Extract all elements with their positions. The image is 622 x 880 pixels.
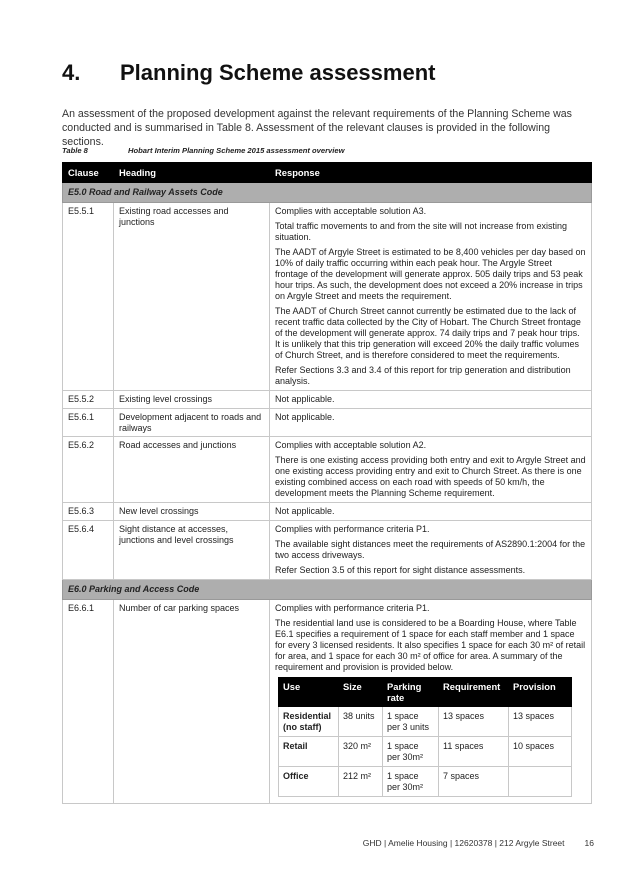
table-row [63, 203, 592, 391]
clause-cell: E5.5.1 [63, 203, 114, 391]
table-row [63, 391, 592, 409]
table-row [63, 503, 592, 521]
parking-requirement: 13 spaces [439, 707, 509, 737]
response-text: Complies with acceptable solution A3. [275, 206, 427, 216]
parking-header-rate: Parking rate [383, 678, 439, 707]
heading-cell: Road accesses and junctions [114, 437, 270, 503]
parking-header-size: Size [339, 678, 383, 707]
section-title-parking-access: E6.0 Parking and Access Code [63, 580, 592, 600]
footer-text: GHD | Amelie Housing | 12620378 | 212 Argyle Street [362, 838, 565, 848]
clause-cell: E5.6.3 [63, 503, 114, 521]
parking-use: Office [279, 767, 339, 797]
table-header-row [63, 163, 592, 183]
table-row [63, 437, 592, 503]
parking-header-row [279, 678, 572, 707]
response-cell [270, 600, 592, 804]
parking-row [279, 767, 572, 797]
parking-use: Retail [279, 737, 339, 767]
parking-provision: 10 spaces [509, 737, 572, 767]
parking-summary-table [278, 677, 572, 797]
response-text: The AADT of Church Street cannot currently be estimated due to the lack of recent traffic data collected by the City of Hobart. The Church Street frontage of the development will generate approx. 74 daily trips and 7 peak hour trips. It is unlikely that this trip generation will exceed 20% the daily traffic volumes of Church Street, and is therefore considered to meet the requirements. [275, 306, 581, 360]
response-text: Not applicable. [275, 412, 335, 422]
parking-provision: 13 spaces [509, 707, 572, 737]
response-text: Complies with performance criteria P1. [275, 603, 430, 613]
header-clause: Clause [63, 163, 114, 183]
response-text: Total traffic movements to and from the site will not increase from existing situation. [275, 221, 567, 242]
table-row [63, 600, 592, 804]
response-text: Refer Section 3.5 of this report for sight distance assessments. [275, 565, 526, 575]
response-text: The AADT of Argyle Street is estimated to be 8,400 vehicles per day based on 10% of daily traffic occurring within each peak hour. The Argyle Street frontage of the development will generate approx. 505 daily trips and 53 peak hour trips. As such, the development does not exceed a 20% increase in trips on Argyle Street and meets the requirement. [275, 247, 586, 301]
parking-use: Residential (no staff) [279, 707, 339, 737]
header-heading: Heading [114, 163, 270, 183]
parking-rate: 1 space per 3 units [383, 707, 439, 737]
parking-header-provision: Provision [509, 678, 572, 707]
section-number: 4. [62, 60, 81, 85]
response-text: Not applicable. [275, 394, 335, 404]
response-text: The available sight distances meet the requirements of AS2890.1:2004 for the two access driveways. [275, 539, 586, 560]
response-text: There is one existing access providing both entry and exit to Argyle Street and one existing access providing entry and exit to Church Street. As there is one existing combined access on each road with speeds of 50 km/h, the development meets the Planning Scheme requirement. [275, 455, 586, 498]
heading-cell: Existing level crossings [114, 391, 270, 409]
response-cell [270, 409, 592, 437]
heading-cell: Sight distance at accesses, junctions and level crossings [114, 521, 270, 580]
assessment-table [62, 162, 592, 804]
parking-rate: 1 space per 30m² [383, 767, 439, 797]
parking-size: 212 m² [339, 767, 383, 797]
clause-cell: E5.6.1 [63, 409, 114, 437]
response-text: Not applicable. [275, 506, 335, 516]
clause-cell: E6.6.1 [63, 600, 114, 804]
heading-cell: New level crossings [114, 503, 270, 521]
section-row-road-railway [63, 183, 592, 203]
parking-rate: 1 space per 30m² [383, 737, 439, 767]
header-response: Response [270, 163, 592, 183]
parking-header-use: Use [279, 678, 339, 707]
page-number: 16 [584, 838, 594, 848]
parking-provision [509, 767, 572, 797]
response-text: Refer Sections 3.3 and 3.4 of this report for trip generation and distribution analysis. [275, 365, 571, 386]
table-caption-label: Table 8 [62, 146, 88, 155]
parking-size: 320 m² [339, 737, 383, 767]
heading-cell: Number of car parking spaces [114, 600, 270, 804]
section-row-parking-access [63, 580, 592, 600]
section-title: Planning Scheme assessment [120, 60, 436, 85]
table-caption-text: Hobart Interim Planning Scheme 2015 assessment overview [128, 146, 345, 155]
response-cell [270, 437, 592, 503]
section-title-road-railway: E5.0 Road and Railway Assets Code [63, 183, 592, 203]
clause-cell: E5.6.4 [63, 521, 114, 580]
parking-requirement: 11 spaces [439, 737, 509, 767]
response-text: Complies with performance criteria P1. [275, 524, 430, 534]
intro-paragraph: An assessment of the proposed development against the relevant requirements of the Planning Scheme was conducted and is summarised in Table 8. Assessment of the relevant clauses is provided in the following sections. [62, 108, 572, 148]
clause-cell: E5.6.2 [63, 437, 114, 503]
heading-cell: Development adjacent to roads and railways [114, 409, 270, 437]
page-footer [0, 838, 594, 848]
section-heading [62, 60, 435, 86]
parking-row [279, 707, 572, 737]
response-cell [270, 203, 592, 391]
table-row [63, 521, 592, 580]
table-row [63, 409, 592, 437]
response-cell [270, 503, 592, 521]
parking-requirement: 7 spaces [439, 767, 509, 797]
response-cell [270, 391, 592, 409]
clause-cell: E5.5.2 [63, 391, 114, 409]
table-caption [62, 146, 345, 155]
response-text: The residential land use is considered to be a Boarding House, where Table E6.1 specifies a requirement of 1 space for each staff member and 1 space for every 3 licensed residents. It also specifies 1 space for each 30 m² of retail for area, and 1 space for each 30 m² of office for area. A summary of the requirement and provision is provided below. [275, 618, 586, 672]
response-text: Complies with acceptable solution A2. [275, 440, 427, 450]
parking-size: 38 units [339, 707, 383, 737]
parking-header-requirement: Requirement [439, 678, 509, 707]
heading-cell: Existing road accesses and junctions [114, 203, 270, 391]
response-cell [270, 521, 592, 580]
parking-row [279, 737, 572, 767]
